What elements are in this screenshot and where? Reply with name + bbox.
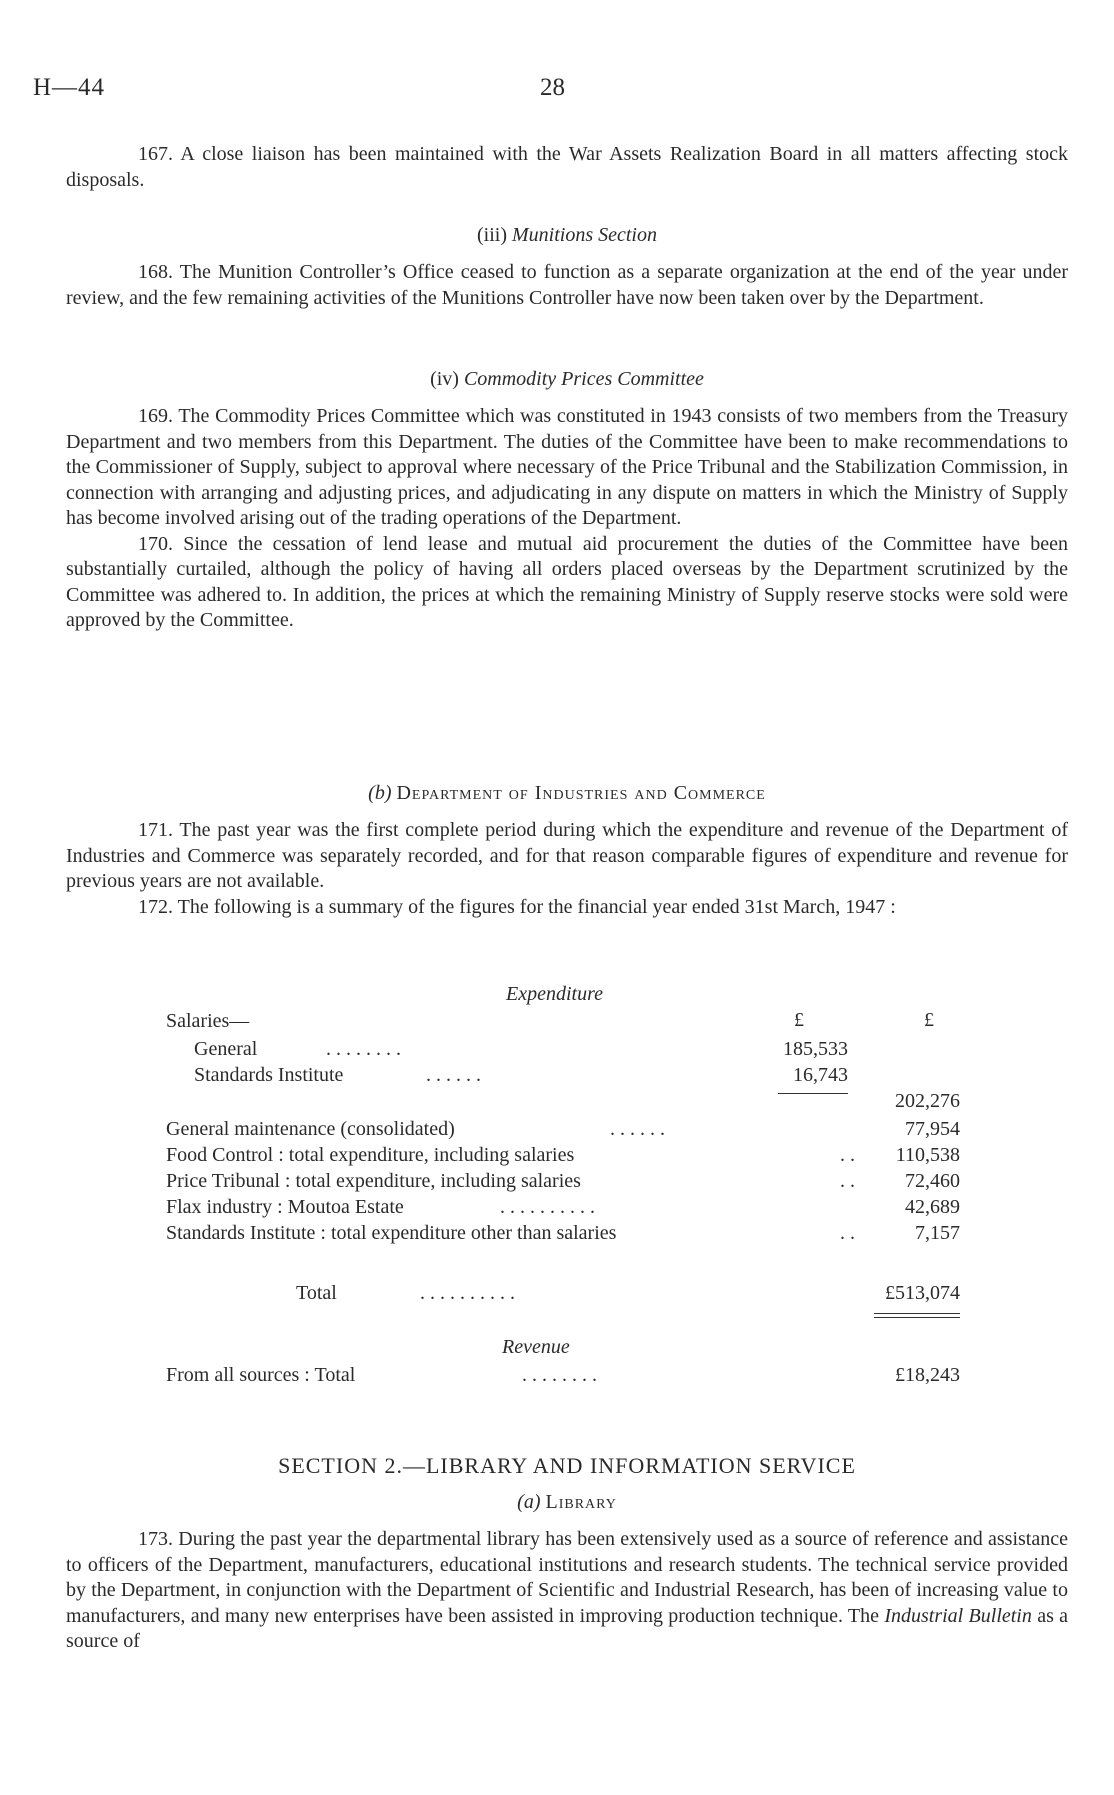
expense-row-0-label: General maintenance (consolidated): [166, 1118, 455, 1140]
total-double-rule: [874, 1313, 960, 1318]
paragraph-167-text: 167. A close liaison has been maintained with the War Assets Realization Board in all matters affecting stock disposals.: [66, 143, 1068, 191]
currency-symbol-col2: £: [924, 1009, 934, 1031]
expense-row-0-leader-dots: . . . . . .: [610, 1118, 665, 1140]
expense-row-1-leader-dots: . .: [840, 1144, 855, 1166]
industrial-bulletin-title: Industrial Bulletin: [884, 1604, 1032, 1627]
heading-iv-title: Commodity Prices Committee: [463, 368, 704, 390]
paragraph-173-part2: as a source of: [66, 1604, 1069, 1652]
heading-iv-number: (iv): [430, 368, 459, 390]
general-salaries-label: General: [194, 1038, 258, 1060]
paragraph-173-part1: 173. During the past year the departmental library has been extensively used as a source of reference and assistance to officers of the Department, manufacturers, educational institutions and research students. The technical service provided by the Department, in conjunction with the Department of Scientific and Industrial Research, has been of increasing value to manufacturers, and many new enterprises have been assisted in improving production technique. The: [66, 1528, 1068, 1627]
paragraph-172-text: 172. The following is a summary of the figures for the financial year ended 31st March, 1947 :: [138, 895, 896, 918]
heading-a-letter: (a): [517, 1491, 541, 1513]
revenue-heading: Revenue: [502, 1336, 570, 1358]
heading-a-title: Library: [545, 1491, 617, 1513]
page-number: 28: [540, 74, 565, 101]
expense-row-4-leader-dots: . .: [840, 1222, 855, 1244]
paragraph-173-text: [66, 1527, 1068, 1655]
expense-row-3-label: Flax industry : Moutoa Estate: [166, 1196, 404, 1218]
expense-row-1-value: 110,538: [895, 1144, 960, 1166]
paragraph-171-text: 171. The past year was the first complete period during which the expenditure and revenue of the Department of Industries and Commerce was separately recorded, and for that reason comparable figures of expenditure and revenue for previous years are not available.: [66, 819, 1068, 892]
expense-row-2-leader-dots: . .: [840, 1170, 855, 1192]
paragraph-168-text: 168. The Munition Controller’s Office ceased to function as a separate organization at the end of the year under review, and the few remaining activities of the Munitions Controller have now been taken over by the Department.: [66, 261, 1068, 309]
total-label: Total: [296, 1282, 337, 1304]
heading-iii-number: (iii): [477, 224, 507, 246]
revenue-label: From all sources : Total: [166, 1364, 356, 1386]
section-2-title: SECTION 2.—LIBRARY AND INFORMATION SERVICE: [278, 1453, 856, 1478]
standards-salaries-label: Standards Institute: [194, 1064, 344, 1086]
currency-symbol-col1: £: [794, 1009, 804, 1031]
expense-row-1-label: Food Control : total expenditure, including salaries: [166, 1144, 575, 1166]
salaries-subtotal-value: 202,276: [895, 1090, 960, 1112]
paragraphs-169-170: [66, 404, 1068, 634]
paragraph-173: [66, 1527, 1068, 1655]
document-code: H—44: [33, 74, 106, 101]
paragraph-168: [66, 260, 1068, 311]
heading-iii-title: Munitions Section: [512, 224, 657, 246]
expense-row-3-leader-dots: . . . . . . . . . .: [500, 1196, 595, 1218]
expense-row-4-value: 7,157: [915, 1222, 960, 1244]
expense-row-2-label: Price Tribunal : total expenditure, including salaries: [166, 1170, 581, 1192]
heading-b-title: Department of Industries and Commerce: [396, 782, 766, 804]
total-value: £513,074: [885, 1282, 960, 1304]
revenue-leader-dots: . . . . . . . .: [522, 1364, 597, 1386]
standards-salaries-leader-dots: . . . . . .: [426, 1064, 481, 1086]
total-leader-dots: . . . . . . . . . .: [420, 1282, 515, 1304]
paragraph-167: [66, 142, 1068, 193]
heading-b-letter: (b): [368, 782, 392, 804]
expense-row-2-value: 72,460: [905, 1170, 960, 1192]
heading-commodity-prices-committee: [66, 368, 1068, 391]
expense-row-3-value: 42,689: [905, 1196, 960, 1218]
paragraph-170-text: 170. Since the cessation of lend lease and mutual aid procurement the duties of the Committee have been substantially curtailed, although the policy of having all orders placed overseas by the Department scrutinized by the Committee was adhered to. In addition, the prices at which the remaining Ministry of Supply reserve stocks were sold were approved by the Committee.: [66, 532, 1068, 631]
heading-munitions-section: [66, 224, 1068, 247]
paragraphs-171-172: [66, 818, 1068, 920]
general-salaries-value: 185,533: [783, 1038, 848, 1060]
heading-library: [66, 1491, 1068, 1514]
expenditure-heading: Expenditure: [506, 983, 604, 1005]
expense-row-0-value: 77,954: [905, 1118, 960, 1140]
general-salaries-leader-dots: . . . . . . . .: [326, 1038, 401, 1060]
salaries-label: Salaries—: [166, 1010, 250, 1032]
revenue-value: £18,243: [895, 1364, 960, 1386]
paragraph-169-text: 169. The Commodity Prices Committee which was constituted in 1943 consists of two members from the Treasury Department and two members from this Department. The duties of the Committee have been to make recommendations to the Commissioner of Supply, subject to approval where necessary of the Price Tribunal and the Stabilization Commission, in connection with arranging and adjusting prices, and adjudicating in any dispute on matters in which the Ministry of Supply has become involved arising out of the trading operations of the Department.: [66, 405, 1068, 529]
expense-row-4-label: Standards Institute : total expenditure other than salaries: [166, 1222, 617, 1244]
heading-department-industries-commerce: [66, 782, 1068, 805]
standards-salaries-value: 16,743: [793, 1064, 848, 1086]
